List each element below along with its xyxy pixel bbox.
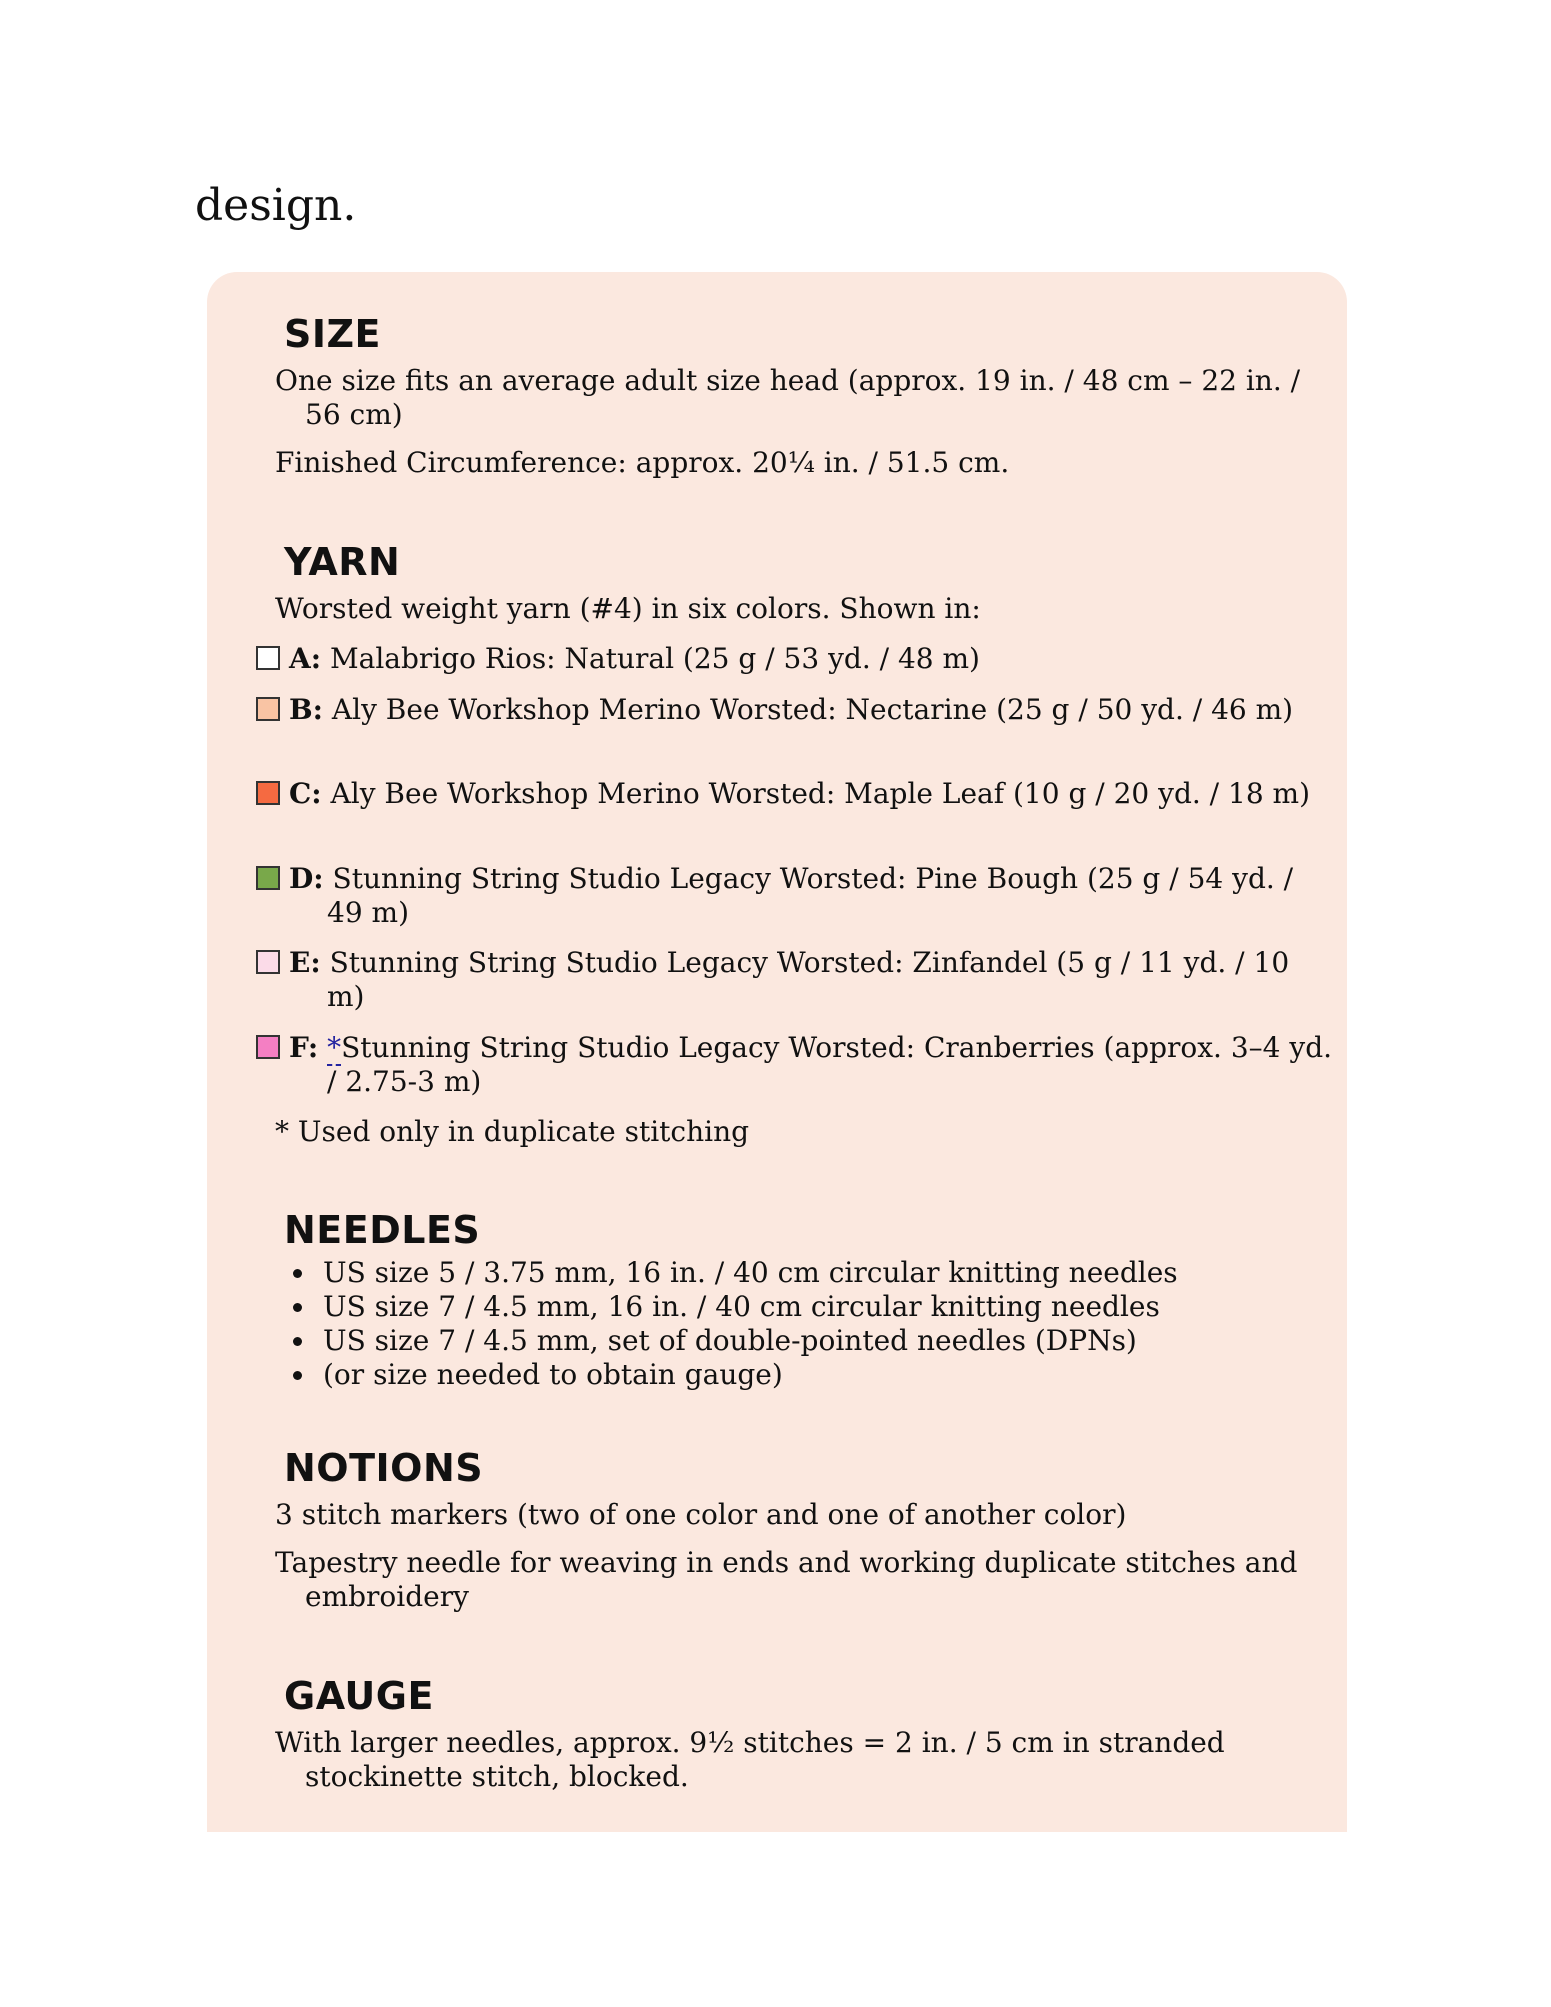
size-description: One size fits an average adult size head (approx. 19 in. / 48 cm – 22 in. / 56 cm) bbox=[275, 364, 1301, 431]
needle-item bbox=[275, 1256, 1335, 1290]
swatch-a bbox=[256, 646, 280, 670]
needle-item bbox=[275, 1324, 1335, 1358]
needle-item bbox=[275, 1358, 1335, 1392]
yarn-letter-c: C: bbox=[289, 777, 322, 810]
materials-box bbox=[207, 272, 1347, 1832]
notions-heading: NOTIONS bbox=[284, 1446, 484, 1490]
yarn-letter-d: D: bbox=[289, 862, 324, 895]
swatch-d bbox=[256, 866, 280, 890]
needles-heading: NEEDLES bbox=[284, 1208, 481, 1252]
needle-item-text: US size 7 / 4.5 mm, 16 in. / 40 cm circular knitting needles bbox=[323, 1290, 1160, 1323]
yarn-text-a bbox=[289, 642, 1335, 676]
needle-item-text: (or size needed to obtain gauge) bbox=[323, 1358, 783, 1391]
notions-needle: Tapestry needle for weaving in ends and working duplicate stitches and embroidery bbox=[275, 1546, 1298, 1613]
yarn-footnote: * Used only in duplicate stitching bbox=[275, 1115, 750, 1148]
yarn-desc-f: Stunning String Studio Legacy Worsted: Cranberries (approx. 3–4 yd. / 2.75-3 m) bbox=[327, 1031, 1333, 1098]
yarn-desc-b: Aly Bee Workshop Merino Worsted: Nectarine (25 g / 50 yd. / 46 m) bbox=[323, 693, 1294, 726]
bullet-icon bbox=[293, 1371, 302, 1380]
swatch-f bbox=[256, 1035, 280, 1059]
swatch-e bbox=[256, 950, 280, 974]
yarn-text-c bbox=[289, 777, 1335, 811]
gauge-description: With larger needles, approx. 9½ stitches = 2 in. / 5 cm in stranded stockinette stitch, blocked. bbox=[275, 1726, 1225, 1793]
bullet-icon bbox=[293, 1303, 302, 1312]
yarn-text-b bbox=[289, 693, 1335, 727]
yarn-desc-d: Stunning String Studio Legacy Worsted: Pine Bough (25 g / 54 yd. / 49 m) bbox=[323, 862, 1294, 929]
gauge-heading: GAUGE bbox=[284, 1674, 434, 1718]
yarn-text-d bbox=[289, 862, 1335, 930]
yarn-desc-e: Stunning String Studio Legacy Worsted: Zinfandel (5 g / 11 yd. / 10 m) bbox=[320, 946, 1290, 1013]
size-heading: SIZE bbox=[284, 312, 382, 356]
yarn-letter-e: E: bbox=[289, 946, 321, 979]
yarn-letter-f: F: bbox=[289, 1031, 319, 1064]
needle-item-text: US size 5 / 3.75 mm, 16 in. / 40 cm circular knitting needles bbox=[323, 1256, 1178, 1289]
bullet-icon bbox=[293, 1269, 302, 1278]
bullet-icon bbox=[293, 1337, 302, 1346]
notions-markers: 3 stitch markers (two of one color and one of another color) bbox=[275, 1498, 1127, 1531]
yarn-intro: Worsted weight yarn (#4) in six colors. Shown in: bbox=[275, 592, 981, 625]
yarn-letter-a: A: bbox=[289, 642, 322, 675]
yarn-letter-b: B: bbox=[289, 693, 324, 726]
finished-circumference: Finished Circumference: approx. 20¼ in. / 51.5 cm. bbox=[275, 446, 1010, 479]
yarn-text-f bbox=[289, 1031, 1335, 1099]
needles-list bbox=[275, 1256, 1335, 1392]
lead-text: design. bbox=[195, 180, 357, 231]
footnote-link[interactable]: * bbox=[327, 1031, 342, 1064]
yarn-text-e bbox=[289, 946, 1335, 1014]
yarn-heading: YARN bbox=[284, 540, 401, 584]
yarn-desc-a: Malabrigo Rios: Natural (25 g / 53 yd. / 48 m) bbox=[321, 642, 980, 675]
yarn-desc-c: Aly Bee Workshop Merino Worsted: Maple Leaf (10 g / 20 yd. / 18 m) bbox=[321, 777, 1311, 810]
swatch-c bbox=[256, 781, 280, 805]
needle-item-text: US size 7 / 4.5 mm, set of double-pointed needles (DPNs) bbox=[323, 1324, 1137, 1357]
needle-item bbox=[275, 1290, 1335, 1324]
swatch-b bbox=[256, 697, 280, 721]
